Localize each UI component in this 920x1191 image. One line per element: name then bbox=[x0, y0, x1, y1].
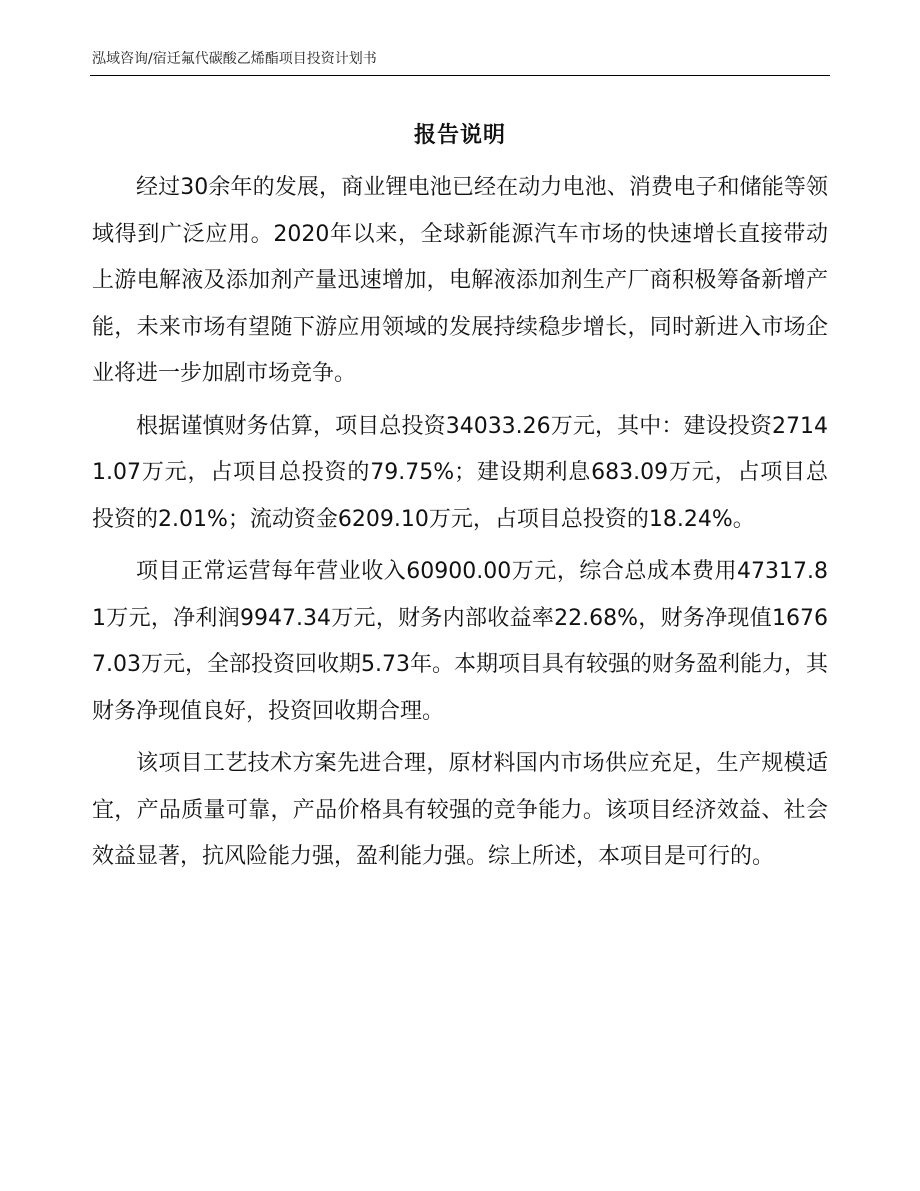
header-divider bbox=[90, 75, 830, 76]
report-body bbox=[92, 165, 828, 887]
paragraph-investment-estimate: 根据谨慎财务估算，项目总投资34033.26万元，其中：建设投资27141.07万元，占项目总投资的79.75%；建设期利息683.09万元，占项目总投资的2.01%；流动资金6209.10万元，占项目总投资的18.24%。 bbox=[92, 413, 828, 532]
section-title: 报告说明 bbox=[413, 123, 506, 148]
running-header: 泓域咨询/宿迁氟代碳酸乙烯酯项目投资计划书 bbox=[92, 51, 377, 67]
paragraph-feasibility-conclusion: 该项目工艺技术方案先进合理，原材料国内市场供应充足，生产规模适宜，产品质量可靠，产品价格具有较强的竞争能力。该项目经济效益、社会效益显著，抗风险能力强，盈利能力强。综上所述，本项目是可行的。 bbox=[92, 751, 828, 869]
paragraph-market-background: 经过30余年的发展，商业锂电池已经在动力电池、消费电子和储能等领域得到广泛应用。2020年以来，全球新能源汽车市场的快速增长直接带动上游电解液及添加剂产量迅速增加，电解液添加剂生产厂商积极筹备新增产能，未来市场有望随下游应用领域的发展持续稳步增长，同时新进入市场企业将进一步加剧市场竞争。 bbox=[92, 175, 828, 386]
paragraph-financial-returns: 项目正常运营每年营业收入60900.00万元，综合总成本费用47317.81万元，净利润9947.34万元，财务内部收益率22.68%，财务净现值16767.03万元，全部投资回收期5.73年。本期项目具有较强的财务盈利能力，其财务净现值良好，投资回收期合理。 bbox=[92, 559, 828, 724]
